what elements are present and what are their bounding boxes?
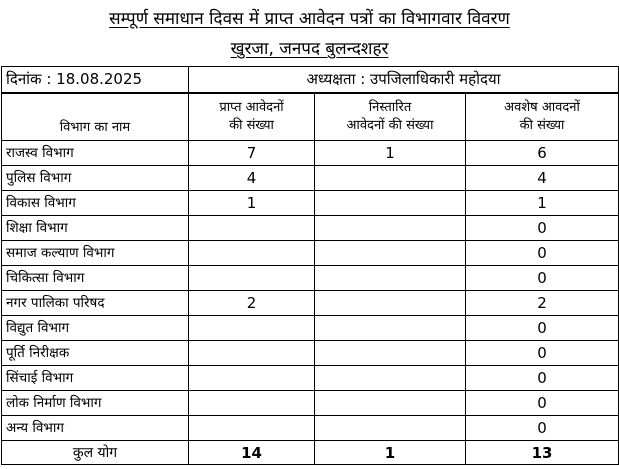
meta-row — [2, 67, 619, 93]
total-row — [2, 441, 619, 465]
total-received: 14 — [189, 441, 315, 465]
pending-cell: 0 — [466, 266, 619, 291]
header-received-line2: की संख्या — [229, 117, 274, 133]
table-row — [2, 341, 619, 366]
table-row — [2, 266, 619, 291]
table-row — [2, 191, 619, 216]
disposed-cell — [315, 291, 466, 316]
received-cell — [189, 216, 315, 241]
header-dept: विभाग का नाम — [2, 93, 189, 141]
pending-cell: 0 — [466, 416, 619, 441]
received-cell — [189, 266, 315, 291]
pending-cell: 0 — [466, 241, 619, 266]
table-row — [2, 366, 619, 391]
disposed-cell — [315, 391, 466, 416]
chair-label: अध्यक्षता : उपजिलाधिकारी महोदया — [189, 67, 619, 93]
dept-cell: पुलिस विभाग — [2, 166, 189, 191]
header-disposed — [315, 93, 466, 141]
disposed-cell — [315, 241, 466, 266]
disposed-cell — [315, 341, 466, 366]
header-disposed-line2: आवेदनों की संख्या — [346, 117, 434, 133]
dept-cell: विद्युत विभाग — [2, 316, 189, 341]
dept-cell: पूर्ति निरीक्षक — [2, 341, 189, 366]
received-cell: 1 — [189, 191, 315, 216]
table-row — [2, 141, 619, 166]
header-received-line1: प्राप्त आवेदनों — [219, 99, 284, 115]
dept-cell: राजस्व विभाग — [2, 141, 189, 166]
date-label: दिनांक : 18.08.2025 — [2, 67, 189, 93]
total-disposed: 1 — [315, 441, 466, 465]
pending-cell: 6 — [466, 141, 619, 166]
received-cell: 2 — [189, 291, 315, 316]
pending-cell: 0 — [466, 391, 619, 416]
disposed-cell — [315, 316, 466, 341]
table-row — [2, 166, 619, 191]
table-row — [2, 241, 619, 266]
dept-cell: चिकित्सा विभाग — [2, 266, 189, 291]
header-pending — [466, 93, 619, 141]
total-pending: 13 — [466, 441, 619, 465]
dept-cell: सिंचाई विभाग — [2, 366, 189, 391]
pending-cell: 1 — [466, 191, 619, 216]
disposed-cell: 1 — [315, 141, 466, 166]
received-cell — [189, 366, 315, 391]
disposed-cell — [315, 216, 466, 241]
disposed-cell — [315, 191, 466, 216]
dept-cell: शिक्षा विभाग — [2, 216, 189, 241]
pending-cell: 0 — [466, 366, 619, 391]
received-cell — [189, 316, 315, 341]
table-row — [2, 316, 619, 341]
dept-cell: अन्य विभाग — [2, 416, 189, 441]
report-subtitle — [0, 38, 619, 60]
received-cell — [189, 391, 315, 416]
department-table — [1, 66, 619, 465]
header-row — [2, 93, 619, 141]
pending-cell: 4 — [466, 166, 619, 191]
report-subtitle-text: खुरजा, जनपद बुलन्दशहर — [230, 39, 389, 59]
header-received — [189, 93, 315, 141]
pending-cell: 0 — [466, 316, 619, 341]
report-title — [0, 8, 619, 30]
disposed-cell — [315, 416, 466, 441]
dept-cell: नगर पालिका परिषद — [2, 291, 189, 316]
header-pending-line1: अवशेष आवदनों — [504, 99, 580, 115]
disposed-cell — [315, 166, 466, 191]
table-row — [2, 216, 619, 241]
pending-cell: 2 — [466, 291, 619, 316]
table-row — [2, 416, 619, 441]
table-row — [2, 391, 619, 416]
received-cell — [189, 241, 315, 266]
dept-cell: लोक निर्माण विभाग — [2, 391, 189, 416]
pending-cell: 0 — [466, 216, 619, 241]
header-disposed-line1: निस्तारित — [368, 99, 412, 115]
received-cell: 4 — [189, 166, 315, 191]
disposed-cell — [315, 366, 466, 391]
dept-cell: समाज कल्याण विभाग — [2, 241, 189, 266]
report-title-text: सम्पूर्ण समाधान दिवस में प्राप्त आवेदन पत्रों का विभागवार विवरण — [109, 9, 510, 29]
disposed-cell — [315, 266, 466, 291]
received-cell: 7 — [189, 141, 315, 166]
received-cell — [189, 341, 315, 366]
dept-cell: विकास विभाग — [2, 191, 189, 216]
total-label: कुल योग — [2, 441, 189, 465]
pending-cell: 0 — [466, 341, 619, 366]
table-row — [2, 291, 619, 316]
header-pending-line2: की संख्या — [519, 117, 565, 133]
received-cell — [189, 416, 315, 441]
